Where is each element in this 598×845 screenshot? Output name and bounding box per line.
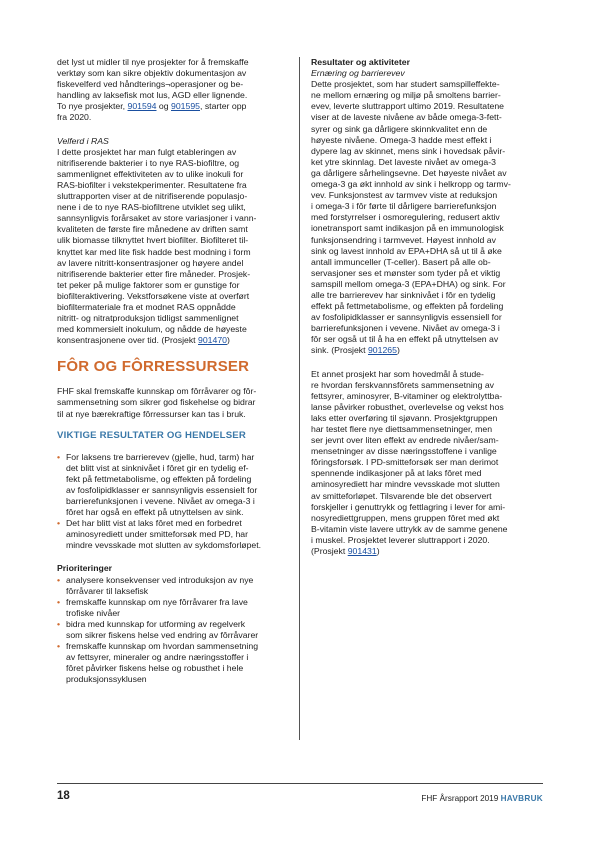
bullet-icon: •: [57, 574, 61, 585]
results-heading: Resultater og aktiviteter: [311, 57, 410, 67]
text-line: det blitt vist at sinknivået i fôret gir en tydelig ef-: [66, 462, 249, 473]
text-line: fôret har også en effekt på utnyttelsen av sink.: [66, 507, 244, 518]
text-line: knyttet kar med lite fisk hadde best modning i form: [57, 246, 251, 257]
footer-label: [421, 793, 543, 804]
text-line: ser jevnt over liten effekt av endrede nivåer/sam-: [311, 435, 499, 446]
text-line: biofilteraktivering. Vekstforsøkene viste at overført: [57, 290, 250, 301]
nutrition-subheading: Ernæring og barrierevev: [311, 68, 405, 79]
text-line: til at nye bærekraftige fôrressurser kan tas i bruk.: [57, 408, 246, 419]
text-fragment: og: [156, 101, 171, 112]
text-line: kvaliteten de første fire månedene av driften samt: [57, 224, 248, 235]
text-fragment: , starter opp: [200, 101, 247, 112]
priorities-list: [57, 575, 289, 686]
text-line: tet peker på mulige faktorer som er gunstige for: [57, 279, 240, 290]
text-line: ne mellom ernæring og miljø på smoltens barrier-: [311, 90, 501, 101]
text-line: i muskel. Prosjektet leverer sluttrapport i 2020.: [311, 534, 490, 545]
feed-paragraph: [311, 369, 545, 558]
text-line: (Prosjekt: [311, 546, 348, 557]
project-link-901595[interactable]: 901595: [171, 101, 200, 112]
text-line: av fosfolipidklasser er sannsynligvis essensielt for: [66, 484, 258, 495]
text-line: nitrifiserende bakterier i to nye RAS-biofiltre, og: [57, 157, 240, 168]
section-name: HAVBRUK: [500, 794, 543, 803]
text-line: fôringsforsøk. I PD-smitteforsøk ser man derimot: [311, 457, 499, 468]
text-line: biofiltermateriale fra et modnet RAS oppnådde: [57, 301, 236, 312]
text-line: analysere konsekvenser ved introduksjon av nye: [66, 574, 254, 585]
text-line: RAS-biofilter i vekstekperimenter. Resultatene fra: [57, 179, 247, 190]
text-line: fettsyrer, aminosyrer, B-vitaminer og elektrolyttba-: [311, 390, 503, 401]
text-line: For laksens tre barrierevev (gjelle, hud, tarm) har: [66, 451, 255, 462]
text-fragment: ): [376, 546, 380, 557]
results-list: [57, 452, 289, 552]
text-line: konsentrasjonene over tid. (Prosjekt: [57, 335, 199, 346]
section-title: FÔR OG FÔRRESSURSER: [57, 358, 250, 376]
list-item: [57, 452, 289, 519]
list-item: [57, 619, 289, 641]
text-line: servasjoner ses et mønster som tyder på et viktig: [311, 267, 501, 278]
text-line: Et annet prosjekt har som hovedmål å stude-: [311, 368, 484, 379]
text-line: samspill mellom omega-3 (EPA+DHA) og sink. For: [311, 278, 506, 289]
text-line: fra 2020.: [57, 112, 92, 123]
project-link-901594[interactable]: 901594: [127, 101, 157, 112]
priorities-heading: Prioriteringer: [57, 563, 113, 574]
text-line: mindre vevsskade mot slutten av sykdomsforløpet.: [66, 540, 262, 551]
text-line: vev. Funksjonstest av tarmvev viste at reduksjon: [311, 190, 498, 201]
text-line: trofiske nivåer: [66, 607, 121, 618]
text-line: barrierefunksjonen i vevene. Nivået av omega-3 i: [311, 323, 500, 334]
bullet-icon: •: [57, 518, 61, 529]
text-fragment: ): [396, 345, 400, 356]
text-line: sink og lavest innhold av EPA+DHA så ut til å øke: [311, 245, 502, 256]
text-line: I dette prosjektet har man fulgt etableringen av: [57, 146, 237, 157]
text-line: fôr ser også ut til å ha en effekt på utnyttelsen av: [311, 334, 499, 345]
text-line: nitritt- og nitratproduksjon tidligst sammenlignet: [57, 313, 239, 324]
bullet-icon: •: [57, 596, 61, 607]
text-line: bidra med kunnskap for utforming av regelverk: [66, 618, 246, 629]
results-title: VIKTIGE RESULTATER OG HENDELSER: [57, 429, 247, 441]
text-line: sammensetning som sikrer god fiskehelse og bidrar: [57, 397, 256, 408]
text-line: To nye prosjekter,: [57, 101, 128, 112]
text-line: aminosyrediett har mindre vevsskade mot slutten: [311, 479, 500, 490]
text-line: ga dårligere sårhelingsevne. Det høyeste nivået av: [311, 167, 507, 178]
project-link-901470[interactable]: 901470: [198, 335, 228, 346]
text-line: sluttrapporten viser at de nitrifiserende populasjo-: [57, 191, 248, 202]
project-link-901431[interactable]: 901431: [347, 546, 377, 557]
text-line: fôrråvarer til laksefisk: [66, 585, 149, 596]
text-line: funksjonsendring i tarmvevet. Høyest innhold av: [311, 234, 496, 245]
text-line: av smitteforløpet. Tilsvarende ble det observert: [311, 490, 492, 501]
text-line: omega-3 ga økt innhold av sink i helkropp og tarmv-: [311, 179, 511, 190]
text-line: syrer og sink ga dårligere skinnkvalitet enn de: [311, 123, 488, 134]
list-item: [57, 518, 289, 551]
text-line: B-vitamin viste lavere uttrykk av de samme genene: [311, 523, 508, 534]
text-line: sink. (Prosjekt: [311, 345, 368, 356]
text-line: Dette prosjektet, som har studert samspilleffekte-: [311, 79, 500, 90]
bullet-icon: •: [57, 641, 61, 652]
report-title: FHF Årsrapport 2019: [421, 794, 499, 803]
text-line: fekt på fettmetabolisme, og effekten på fordeling: [66, 473, 252, 484]
text-line: evev, leverte sluttrapport ultimo 2019. Resultatene: [311, 101, 504, 112]
text-line: alle tre barrierevev har sinknivået i fôr en tydelig: [311, 289, 496, 300]
text-line: fremskaffe kunnskap om hvordan sammensetning: [66, 641, 259, 652]
list-item: [57, 641, 289, 685]
text-line: nene i de to nye RAS-biofiltrene utviklet seg ulikt,: [57, 202, 246, 213]
text-line: har testet flere nye diettsammensetninger, men: [311, 424, 493, 434]
text-line: dypere lag av skinnet, mens sink i hovedsak påvir-: [311, 145, 506, 156]
ras-heading: Velferd i RAS: [57, 135, 109, 146]
text-line: høyeste nivåene. Omega-3 hadde mest effekt i: [311, 134, 492, 145]
list-item: [57, 597, 289, 619]
text-line: lanse påvirker robusthet, overlevelse og vekst hos: [311, 401, 504, 412]
text-line: nosyrediettgruppen, mens gruppen fôret med økt: [311, 512, 500, 523]
text-line: aminosyrediett under smitteforsøk med PD, har: [66, 529, 249, 540]
text-line: fiskevelferd ved håndterings¬operasjoner og be-: [57, 79, 244, 90]
text-line: handling av laksefisk mot lus, AGD eller lignende.: [57, 90, 248, 101]
text-line: ionetransport samt indikasjon på en immunologisk: [311, 223, 504, 234]
text-line: spennende indikasjoner på at laks fôret med: [311, 468, 482, 479]
barrier-paragraph: [311, 79, 545, 356]
text-line: laks etter overføring til sjøvann. Prosjektgruppen: [311, 412, 498, 423]
text-line: re hvordan ferskvannsfôrets sammensetning av: [311, 379, 495, 390]
text-line: FHF skal fremskaffe kunnskap om fôrråvarer og fôr-: [57, 386, 257, 397]
text-line: av fosfolipidklasser er sannsynligvis essensiell for: [311, 312, 502, 323]
text-line: det lyst ut midler til nye prosjekter for å fremskaffe: [57, 57, 249, 67]
text-line: av fettsyrer, mineraler og andre næringsstoffer i: [66, 652, 249, 663]
ras-paragraph: [57, 147, 289, 347]
text-line: ulik biomasse tilknyttet hvert biofilter. Biofilteret til-: [57, 235, 249, 246]
project-link-901265[interactable]: 901265: [367, 345, 397, 356]
section-intro: [57, 386, 289, 419]
text-line: effekt på fettmetabolisme, og effekten på fordeling: [311, 301, 504, 312]
text-line: som sikrer fiskens helse ved endring av fôrråvarer: [66, 630, 259, 641]
text-line: sannsynligvis forårsaket av store variasjoner i vann-: [57, 213, 257, 224]
text-fragment: ): [227, 335, 230, 346]
text-line: barrierefunksjonen i vevene. Nivået av omega-3 i: [66, 496, 255, 506]
text-line: fremskaffe kunnskap om nye fôrråvarer fra lave: [66, 596, 248, 607]
text-line: viser at de laveste nivåene av både omega-3-fett-: [311, 112, 502, 123]
text-line: produksjonssyklusen: [66, 674, 147, 685]
right-column: [311, 57, 545, 557]
left-column: [57, 57, 289, 686]
text-line: ket ytre skinnlag. Det laveste nivået av omega-3: [311, 156, 496, 167]
text-line: verktøy som kan sikre objektiv dokumentasjon av: [57, 68, 247, 79]
text-line: antall immunceller (T-celler). Basert på alle ob-: [311, 256, 491, 267]
bullet-icon: •: [57, 618, 61, 629]
footer-divider: [57, 783, 543, 784]
text-line: forskjeller i genuttrykk og fettlagring i lever for ami-: [311, 501, 506, 512]
intro-paragraph: [57, 57, 289, 124]
bullet-icon: •: [57, 451, 61, 462]
text-line: med kommersielt inokulum, og nådde de høyeste: [57, 324, 247, 335]
text-line: av lavere nitritt-konsentrasjoner og høyere andel: [57, 257, 244, 268]
text-line: mensetninger av disse næringsstoffene i vanlige: [311, 446, 497, 457]
text-line: i omega-3 i fôr førte til dårligere barrierefunksjon: [311, 201, 497, 212]
text-line: med forstyrrelser i osmoregulering, redusert aktiv: [311, 212, 500, 223]
text-line: nitrifiserende bakterier etter fire måneder. Prosjek-: [57, 268, 251, 279]
page-number: 18: [57, 790, 70, 802]
text-line: sammenlignet effektiviteten av to ulike inokuli for: [57, 168, 244, 179]
text-line: fôret påvirker fiskens helse og robusthet i hele: [66, 663, 244, 674]
column-divider: [299, 57, 300, 740]
list-item: [57, 575, 289, 597]
text-line: Det har blitt vist at laks fôret med en forbedret: [66, 518, 242, 529]
